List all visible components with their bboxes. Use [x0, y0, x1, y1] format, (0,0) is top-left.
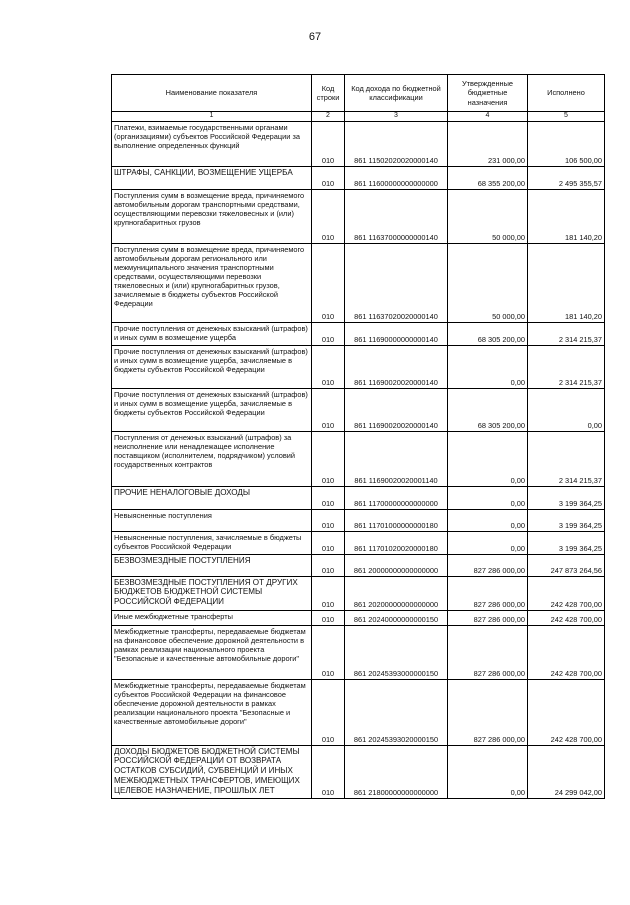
row-name: Прочие поступления от денежных взысканий (штрафов) и иных сумм в возмещение ущерба, зачисляемые в бюджеты субъектов Российской Федерации: [112, 345, 312, 388]
row-kbk: 861 20200000000000000: [345, 576, 448, 610]
table-row: [112, 576, 605, 610]
row-approved: 0,00: [448, 531, 528, 554]
row-approved: 68 305 200,00: [448, 388, 528, 431]
row-approved: 0,00: [448, 345, 528, 388]
row-executed: 24 299 042,00: [528, 745, 605, 798]
row-kbk: 861 11600000000000000: [345, 166, 448, 189]
row-executed: 3 199 364,25: [528, 486, 605, 509]
row-approved: 827 286 000,00: [448, 576, 528, 610]
row-code: 010: [312, 576, 345, 610]
header-executed: Исполнено: [528, 75, 605, 112]
row-name: Поступления сумм в возмещение вреда, причиняемого автомобильным дорогам регионального или межмуниципального значения транспортными средствами, осуществляющими перевозки тяжеловесных и (или) крупногабаритных грузов, зачисляемые в бюджеты субъектов Российской Федерации: [112, 243, 312, 322]
table-row: [112, 431, 605, 486]
row-approved: 827 286 000,00: [448, 554, 528, 576]
row-name: БЕЗВОЗМЕЗДНЫЕ ПОСТУПЛЕНИЯ ОТ ДРУГИХ БЮДЖЕТОВ БЮДЖЕТНОЙ СИСТЕМЫ РОССИЙСКОЙ ФЕДЕРАЦИИ: [112, 576, 312, 610]
row-kbk: 861 11502020020000140: [345, 121, 448, 166]
row-approved: 231 000,00: [448, 121, 528, 166]
row-executed: 181 140,20: [528, 243, 605, 322]
row-approved: 827 286 000,00: [448, 625, 528, 679]
table-row: [112, 166, 605, 189]
column-number: 3: [345, 112, 448, 122]
column-number: 4: [448, 112, 528, 122]
row-name: ШТРАФЫ, САНКЦИИ, ВОЗМЕЩЕНИЕ УЩЕРБА: [112, 166, 312, 189]
table-row: [112, 388, 605, 431]
row-name: ДОХОДЫ БЮДЖЕТОВ БЮДЖЕТНОЙ СИСТЕМЫ РОССИЙСКОЙ ФЕДЕРАЦИИ ОТ ВОЗВРАТА ОСТАТКОВ СУБСИДИЙ, СУБВЕНЦИЙ И ИНЫХ МЕЖБЮДЖЕТНЫХ ТРАНСФЕРТОВ, ИМЕЮЩИХ ЦЕЛЕВОЕ НАЗНАЧЕНИЕ, ПРОШЛЫХ ЛЕТ: [112, 745, 312, 798]
header-line-code: Код строки: [312, 75, 345, 112]
table-row: [112, 189, 605, 243]
header-approved: Утвержденные бюджетные назначения: [448, 75, 528, 112]
row-code: 010: [312, 189, 345, 243]
row-approved: 50 000,00: [448, 189, 528, 243]
column-number: 5: [528, 112, 605, 122]
row-kbk: 861 11690020020000140: [345, 345, 448, 388]
row-executed: 106 500,00: [528, 121, 605, 166]
row-executed: 242 428 700,00: [528, 610, 605, 625]
table-row: [112, 486, 605, 509]
table-row: [112, 121, 605, 166]
row-name: Поступления от денежных взысканий (штрафов) за неисполнение или ненадлежащее исполнение поставщиком (исполнителем, подрядчиком) условий государственных контрактов: [112, 431, 312, 486]
row-kbk: 861 21800000000000000: [345, 745, 448, 798]
row-code: 010: [312, 745, 345, 798]
row-kbk: 861 20245393000000150: [345, 625, 448, 679]
column-number: 1: [112, 112, 312, 122]
row-executed: 2 314 215,37: [528, 322, 605, 345]
row-kbk: 861 11690020020000140: [345, 388, 448, 431]
row-approved: 0,00: [448, 431, 528, 486]
table-row: [112, 679, 605, 745]
row-executed: 242 428 700,00: [528, 576, 605, 610]
budget-income-table: [111, 74, 605, 799]
row-executed: 3 199 364,25: [528, 509, 605, 531]
header-income-code: Код дохода по бюджетной классификации: [345, 75, 448, 112]
table-row: [112, 745, 605, 798]
row-executed: 0,00: [528, 388, 605, 431]
row-name: Прочие поступления от денежных взысканий (штрафов) и иных сумм в возмещение ущерба: [112, 322, 312, 345]
row-code: 010: [312, 388, 345, 431]
row-approved: 0,00: [448, 745, 528, 798]
row-name: Прочие поступления от денежных взысканий (штрафов) и иных сумм в возмещение ущерба, зачисляемые в бюджеты субъектов Российской Федерации: [112, 388, 312, 431]
row-approved: 68 355 200,00: [448, 166, 528, 189]
row-name: Платежи, взимаемые государственными органами (организациями) субъектов Российской Федерации за выполнение определенных функций: [112, 121, 312, 166]
row-kbk: 861 11700000000000000: [345, 486, 448, 509]
table-row: [112, 625, 605, 679]
row-executed: 3 199 364,25: [528, 531, 605, 554]
row-code: 010: [312, 486, 345, 509]
row-name: БЕЗВОЗМЕЗДНЫЕ ПОСТУПЛЕНИЯ: [112, 554, 312, 576]
row-kbk: 861 11690020020001140: [345, 431, 448, 486]
table-row: [112, 345, 605, 388]
row-name: Иные межбюджетные трансферты: [112, 610, 312, 625]
row-code: 010: [312, 345, 345, 388]
row-approved: 0,00: [448, 509, 528, 531]
row-approved: 827 286 000,00: [448, 679, 528, 745]
row-name: Невыясненные поступления, зачисляемые в бюджеты субъектов Российской Федерации: [112, 531, 312, 554]
row-executed: 242 428 700,00: [528, 679, 605, 745]
row-kbk: 861 11701000000000180: [345, 509, 448, 531]
row-name: Межбюджетные трансферты, передаваемые бюджетам субъектов Российской Федерации на финансовое обеспечение дорожной деятельности в рамках реализации национального проекта "Безопасные и качественные автомобильные дороги": [112, 679, 312, 745]
row-name: Невыясненные поступления: [112, 509, 312, 531]
row-code: 010: [312, 431, 345, 486]
header-indicator-name: Наименование показателя: [112, 75, 312, 112]
row-code: 010: [312, 243, 345, 322]
table-row: [112, 509, 605, 531]
row-executed: 2 495 355,57: [528, 166, 605, 189]
row-name: Поступления сумм в возмещение вреда, причиняемого автомобильным дорогам транспортными средствами, осуществляющими перевозки тяжеловесных и (или) крупногабаритных грузов: [112, 189, 312, 243]
row-kbk: 861 20240000000000150: [345, 610, 448, 625]
row-approved: 827 286 000,00: [448, 610, 528, 625]
row-executed: 181 140,20: [528, 189, 605, 243]
row-code: 010: [312, 554, 345, 576]
row-executed: 242 428 700,00: [528, 625, 605, 679]
row-kbk: 861 20245393020000150: [345, 679, 448, 745]
table-row: [112, 322, 605, 345]
page-number: 67: [308, 31, 322, 43]
row-code: 010: [312, 509, 345, 531]
row-name: ПРОЧИЕ НЕНАЛОГОВЫЕ ДОХОДЫ: [112, 486, 312, 509]
column-number-row: [112, 112, 605, 122]
row-kbk: 861 20000000000000000: [345, 554, 448, 576]
row-name: Межбюджетные трансферты, передаваемые бюджетам на финансовое обеспечение дорожной деятельности в рамках реализации национального проекта "Безопасные и качественные автомобильные дороги": [112, 625, 312, 679]
table-header-row: [112, 75, 605, 112]
row-code: 010: [312, 121, 345, 166]
table-row: [112, 243, 605, 322]
row-kbk: 861 11701020020000180: [345, 531, 448, 554]
row-code: 010: [312, 166, 345, 189]
row-approved: 0,00: [448, 486, 528, 509]
row-executed: 2 314 215,37: [528, 345, 605, 388]
column-number: 2: [312, 112, 345, 122]
row-approved: 68 305 200,00: [448, 322, 528, 345]
row-approved: 50 000,00: [448, 243, 528, 322]
row-executed: 2 314 215,37: [528, 431, 605, 486]
table-row: [112, 531, 605, 554]
row-kbk: 861 11637000000000140: [345, 189, 448, 243]
table-row: [112, 554, 605, 576]
row-code: 010: [312, 679, 345, 745]
row-code: 010: [312, 625, 345, 679]
row-executed: 247 873 264,56: [528, 554, 605, 576]
table-row: [112, 610, 605, 625]
row-kbk: 861 11637020020000140: [345, 243, 448, 322]
row-code: 010: [312, 610, 345, 625]
row-kbk: 861 11690000000000140: [345, 322, 448, 345]
row-code: 010: [312, 322, 345, 345]
row-code: 010: [312, 531, 345, 554]
